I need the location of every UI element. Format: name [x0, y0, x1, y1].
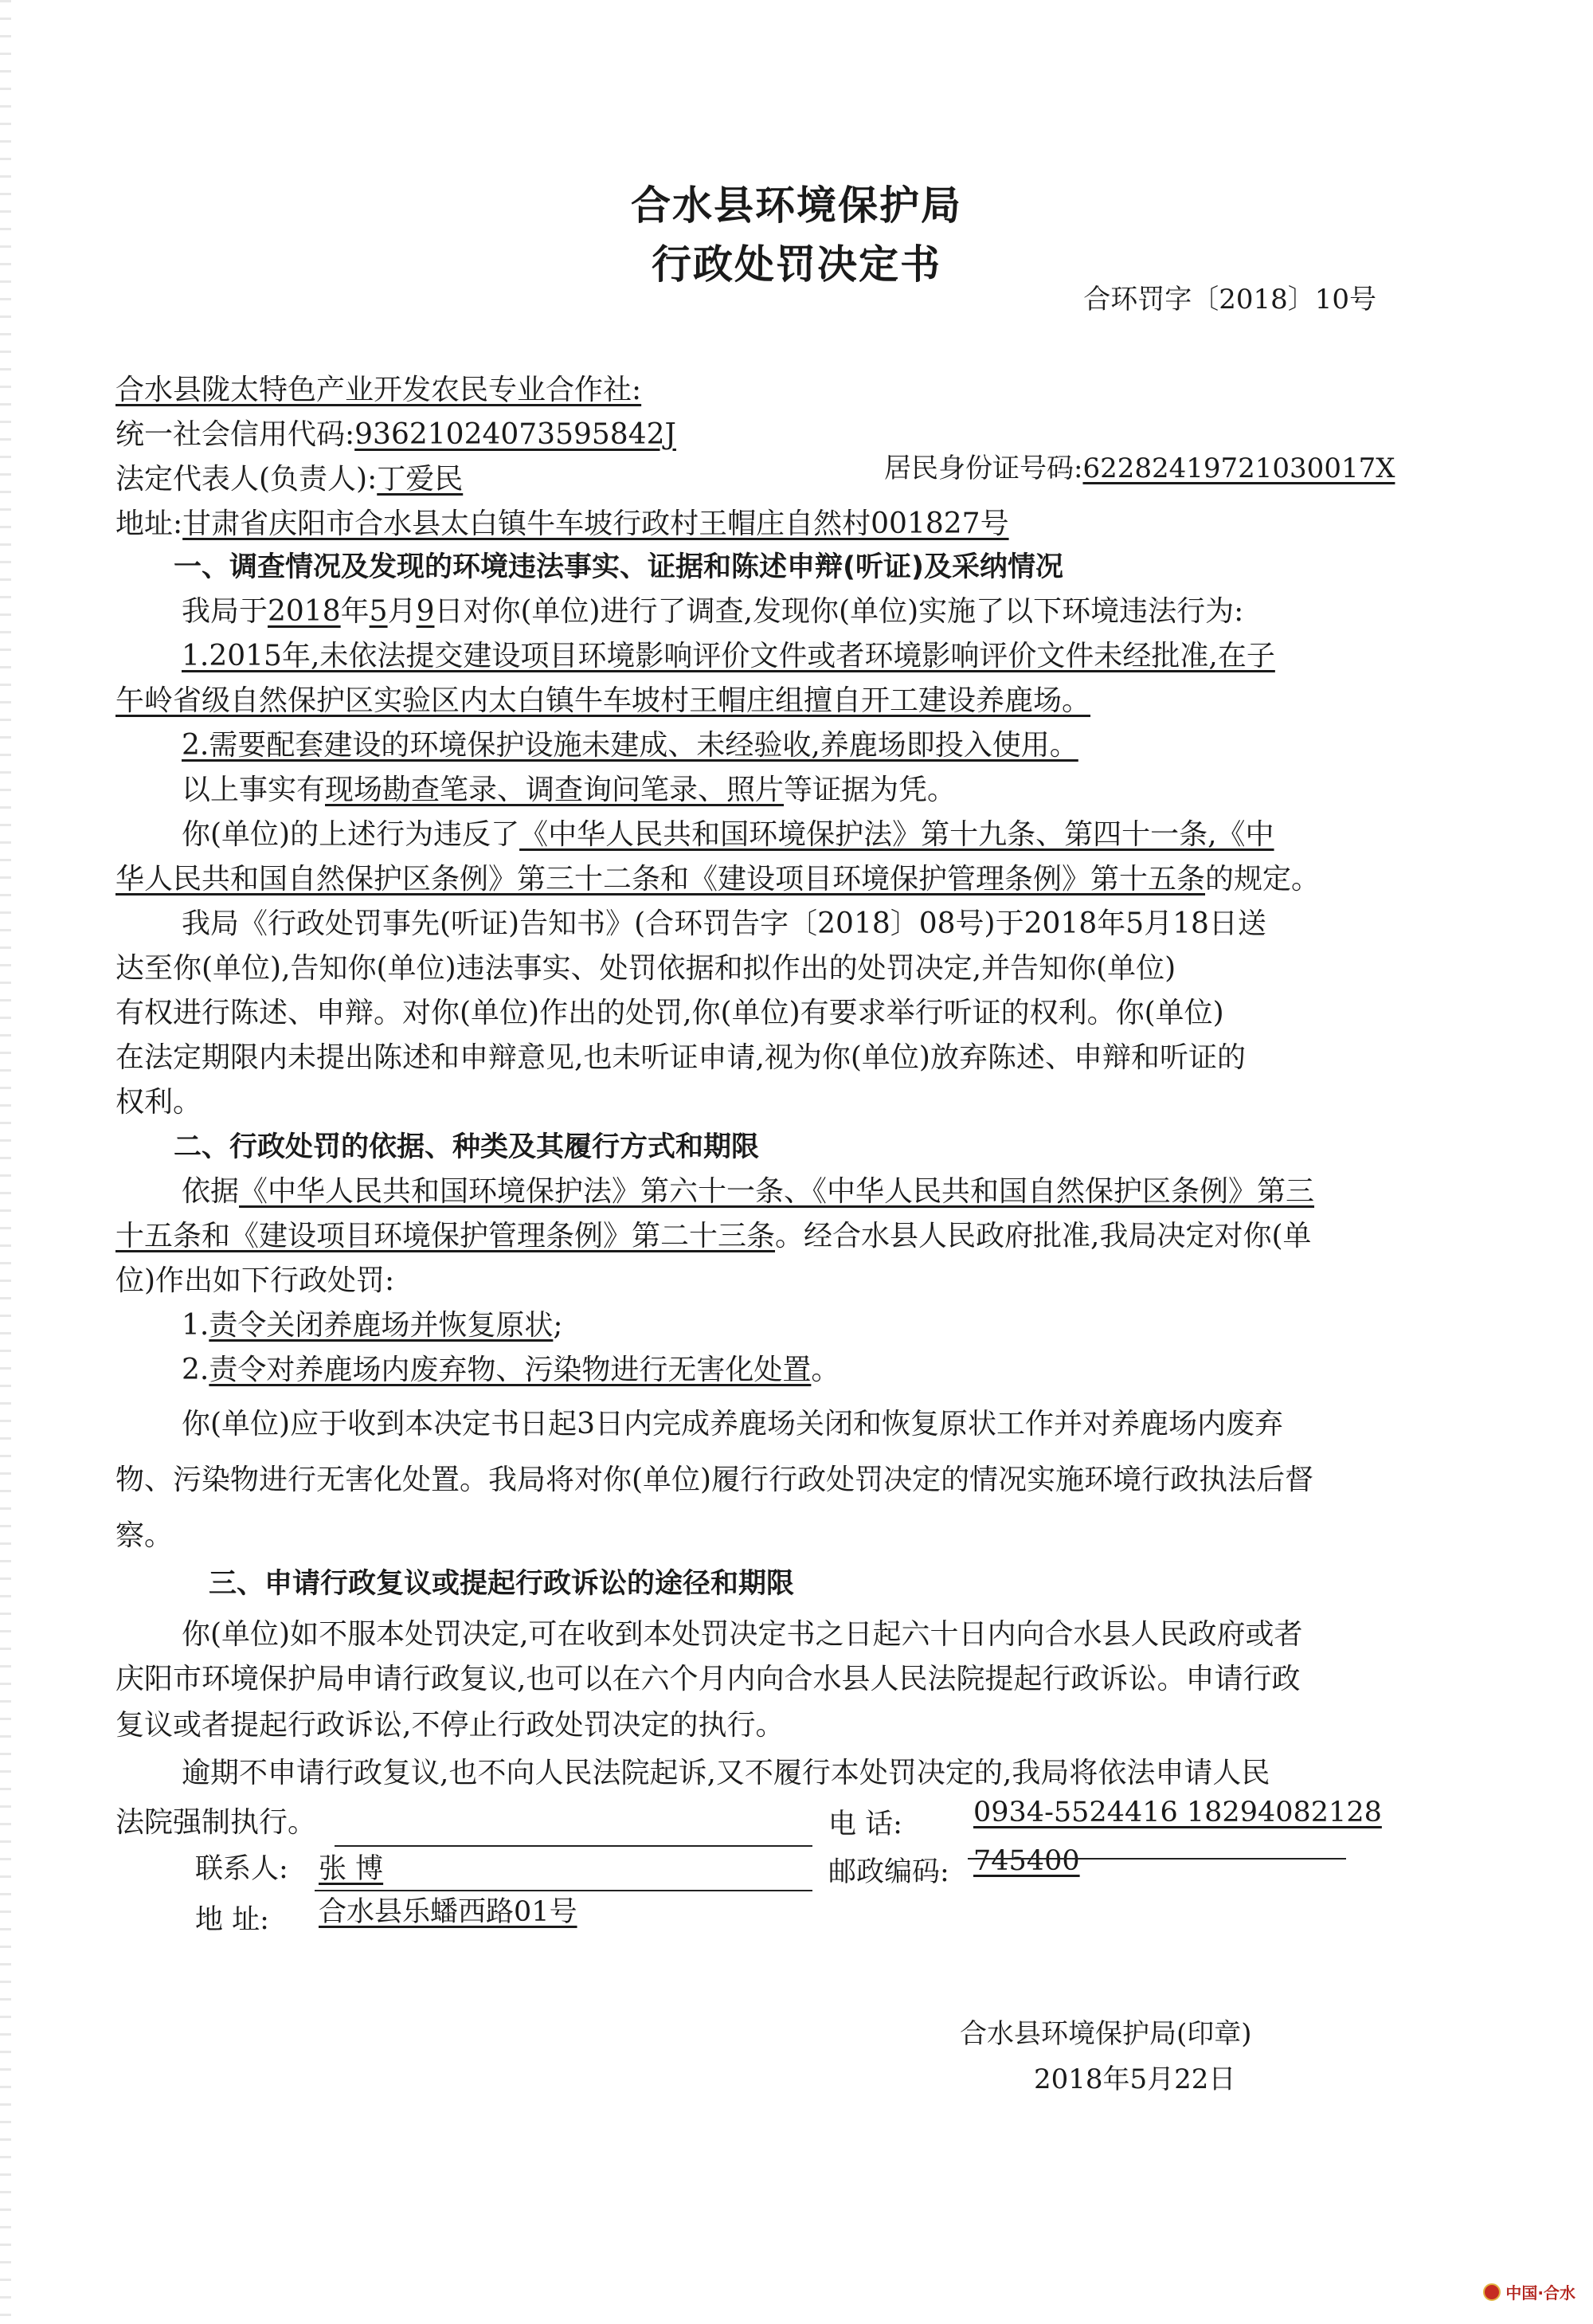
review-line5: 法院强制执行。	[115, 1806, 317, 1839]
section2-heading: 二、行政处罚的依据、种类及其履行方式和期限	[174, 1131, 760, 1163]
document-number: 合环罚字〔2018〕10号	[1083, 284, 1376, 315]
intro-year: 2018	[268, 595, 341, 628]
postal-code-label: 邮政编码:	[828, 1856, 949, 1888]
perform-line1: 你(单位)应于收到本决定书日起3日内完成养鹿场关闭和恢复原状工作并对养鹿场内废弃	[182, 1408, 1283, 1440]
phone-value: 0934-5524416 18294082128	[973, 1797, 1382, 1828]
penalty-1-text: 责令关闭养鹿场并恢复原状	[209, 1309, 554, 1342]
issuer-seal: 合水县环境保护局(印章)	[960, 2018, 1252, 2050]
notice-line5: 权利。	[115, 1086, 202, 1119]
title-org: 合水县环境保护局	[631, 182, 962, 229]
address-label: 地址:	[115, 508, 183, 540]
penalty-1-number: 1.	[182, 1309, 209, 1342]
credit-code-label: 统一社会信用代码:	[115, 418, 355, 451]
penalty-2-end: 。	[811, 1354, 840, 1386]
notice-line1: 我局《行政处罚事先(听证)告知书》(合环罚告字〔2018〕08号)于2018年5月18日送	[182, 907, 1266, 940]
penalty-2	[182, 1348, 1392, 1393]
basis-law-1: 《中华人民共和国环境保护法》第六十一条、《中华人民共和国自然保护区条例》第三	[239, 1175, 1315, 1208]
emblem-icon	[1483, 2283, 1501, 2301]
evidence-list: 现场勘查笔录、调查询问笔录、照片	[325, 774, 785, 806]
notice-line2: 达至你(单位),告知你(单位)违法事实、处罚依据和拟作出的处罚决定,并告知你(单位)	[115, 952, 1176, 985]
intro-text-a: 我局于	[182, 595, 268, 628]
rule-phone	[968, 1858, 1346, 1860]
address-row	[115, 502, 1390, 547]
violation-line1	[182, 813, 1392, 857]
notice-line3: 有权进行陈述、申辩。对你(单位)作出的处罚,你(单位)有要求举行听证的权利。你(单位)	[115, 997, 1224, 1029]
contact-person-value: 张 博	[319, 1853, 384, 1885]
evidence-text-b: 等证据为凭。	[784, 774, 957, 806]
intro-text-c: 月	[387, 595, 417, 628]
fact1-line2: 午岭省级自然保护区实验区内太白镇牛车坡村王帽庄组擅自开工建设养鹿场。	[115, 684, 1091, 717]
penalty-1	[182, 1303, 1392, 1348]
penalty-1-end: ;	[553, 1309, 563, 1342]
investigation-intro	[182, 590, 1392, 634]
violation-text-a: 你(单位)的上述行为违反了	[182, 818, 520, 851]
scan-edge	[0, 0, 11, 2324]
notice-line4: 在法定期限内未提出陈述和申辩意见,也未听证申请,视为你(单位)放弃陈述、申辩和听证的	[115, 1041, 1246, 1074]
intro-month: 5	[369, 595, 388, 628]
intro-day: 9	[416, 595, 435, 628]
evidence-line	[182, 768, 1392, 813]
section1-heading: 一、调查情况及发现的环境违法事实、证据和陈述申辩(听证)及采纳情况	[174, 551, 1063, 583]
intro-text-b: 年	[340, 595, 370, 628]
penalty-2-text: 责令对养鹿场内废弃物、污染物进行无害化处置	[209, 1354, 812, 1386]
perform-line3: 察。	[115, 1519, 174, 1552]
id-number-row	[884, 446, 1395, 491]
contact-address-label: 地 址:	[195, 1904, 269, 1936]
id-number-label: 居民身份证号码:	[884, 453, 1083, 484]
review-line3: 复议或者提起行政诉讼,不停止行政处罚决定的执行。	[115, 1709, 785, 1742]
address-value: 甘肃省庆阳市合水县太白镇牛车坡行政村王帽庄自然村001827号	[182, 508, 1009, 540]
basis-text-a: 依据	[182, 1175, 240, 1208]
basis-line1	[182, 1170, 1392, 1214]
contact-address-value: 合水县乐蟠西路01号	[319, 1896, 577, 1928]
evidence-text-a: 以上事实有	[182, 774, 326, 806]
representative-label: 法定代表人(负责人):	[115, 463, 378, 496]
section3-heading: 三、申请行政复议或提起行政诉讼的途径和期限	[209, 1568, 795, 1600]
contact-person-label: 联系人:	[195, 1853, 288, 1885]
violation-text-b: 的规定。	[1205, 863, 1321, 896]
postal-code-value: 745400	[973, 1845, 1080, 1877]
violation-law-2: 华人民共和国自然保护区条例》第三十二条和《建设项目环境保护管理条例》第十五条	[115, 863, 1206, 896]
review-line1: 你(单位)如不服本处罚决定,可在收到本处罚决定书之日起六十日内向合水县人民政府或者	[182, 1618, 1303, 1651]
fact2: 2.需要配套建设的环境保护设施未建成、未经验收,养鹿场即投入使用。	[182, 729, 1078, 762]
watermark-text: 中国·合水	[1505, 2283, 1575, 2302]
site-watermark	[1483, 2280, 1575, 2303]
representative-value: 丁爱民	[377, 463, 464, 496]
review-line2: 庆阳市环境保护局申请行政复议,也可以在六个月内向合水县人民法院提起行政诉讼。申请行政	[115, 1663, 1301, 1695]
credit-code-value: 93621024073595842J	[354, 418, 676, 451]
basis-text-b: 。经合水县人民政府批准,我局决定对你(单	[775, 1220, 1312, 1252]
party-name: 合水县陇太特色产业开发农民专业合作社:	[115, 374, 642, 406]
penalty-2-number: 2.	[182, 1354, 209, 1386]
rule-top-left	[335, 1845, 812, 1847]
phone-label: 电 话:	[828, 1809, 902, 1840]
perform-line2: 物、污染物进行无害化处置。我局将对你(单位)履行行政处罚决定的情况实施环境行政执法后督	[115, 1464, 1314, 1496]
violation-line2	[115, 857, 1390, 902]
basis-line2	[115, 1214, 1390, 1259]
title-doc-type: 行政处罚决定书	[652, 241, 941, 288]
basis-law-2: 十五条和《建设项目环境保护管理条例》第二十三条	[115, 1220, 776, 1252]
basis-line3: 位)作出如下行政处罚:	[115, 1264, 395, 1297]
fact1-line1: 1.2015年,未依法提交建设项目环境影响评价文件或者环境影响评价文件未经批准,在子	[182, 640, 1275, 672]
issue-date: 2018年5月22日	[1034, 2063, 1236, 2095]
intro-text-d: 日对你(单位)进行了调查,发现你(单位)实施了以下环境违法行为:	[434, 595, 1244, 628]
review-line4: 逾期不申请行政复议,也不向人民法院起诉,又不履行本处罚决定的,我局将依法申请人民	[182, 1757, 1270, 1789]
violation-law-1: 《中华人民共和国环境保护法》第十九条、第四十一条,《中	[519, 818, 1274, 851]
id-number-value: 62282419721030017X	[1082, 453, 1395, 484]
